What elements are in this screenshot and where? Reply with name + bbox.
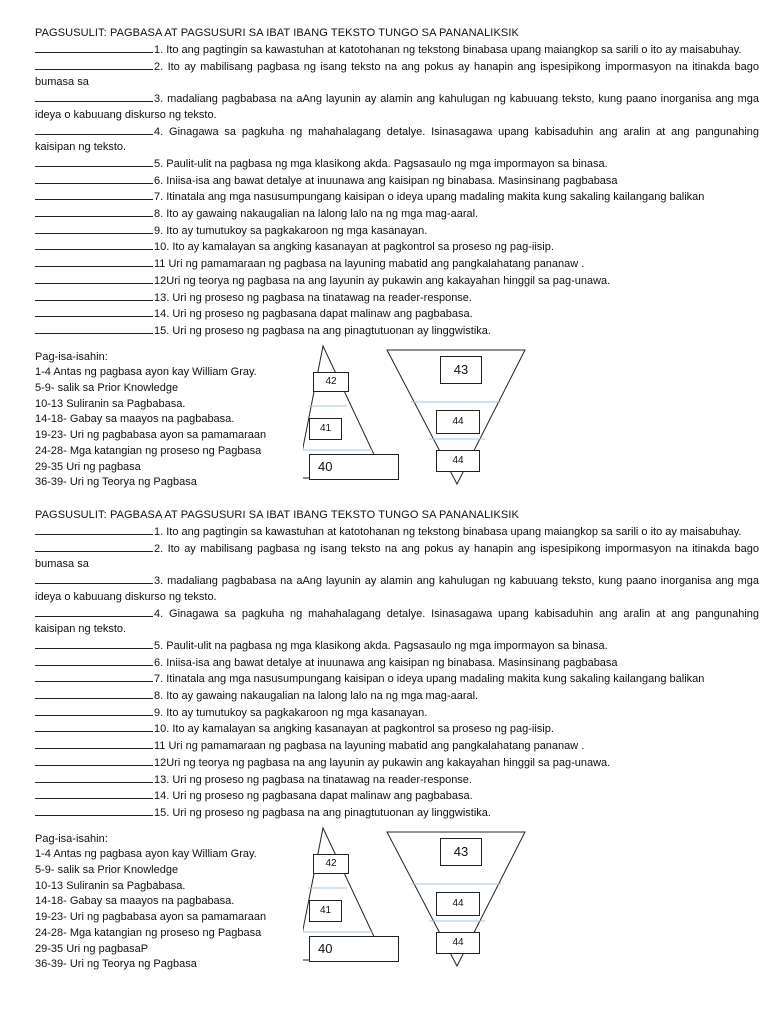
question-item: 3. madaliang pagbabasa na aAng layunin ay alamin ang kahulugan ng kabuuang teksto, kung paano inorganisa ang mga ideya o kabuuang diskurso ng teksto. bbox=[35, 93, 759, 121]
quiz-title: PAGSUSULIT: PAGBASA AT PAGSUSURI SA IBAT IBANG TEKSTO TUNGO SA PANANALIKSIK bbox=[35, 27, 519, 39]
answer-blank[interactable] bbox=[35, 256, 153, 267]
legend-item: 5-9- salik sa Prior Knowledge bbox=[35, 864, 179, 877]
pyramid-label-box[interactable]: 41 bbox=[309, 418, 342, 440]
inverted-label-box[interactable]: 43 bbox=[440, 356, 482, 384]
answer-blank[interactable] bbox=[35, 173, 153, 184]
answer-blank[interactable] bbox=[35, 59, 153, 70]
inverted-label-box[interactable]: 43 bbox=[440, 838, 482, 866]
question-item: 13. Uri ng proseso ng pagbasa na tinatawag na reader-response. bbox=[35, 290, 759, 307]
answer-blank[interactable] bbox=[35, 638, 153, 649]
quiz-section-1 bbox=[35, 26, 759, 508]
question-item: 10. Ito ay kamalayan sa angking kasanayan at pagkontrol sa proseso ng pag-iisip. bbox=[35, 721, 759, 738]
answer-blank[interactable] bbox=[35, 788, 153, 799]
answer-blank[interactable] bbox=[35, 738, 153, 749]
answer-blank[interactable] bbox=[35, 606, 153, 617]
question-item: 11 Uri ng pamamaraan ng pagbasa na layuning mabatid ang pangkalahatang pananaw . bbox=[35, 256, 759, 273]
question-item: 12Uri ng teorya ng pagbasa na ang layunin ay pukawin ang kakayahan hinggil sa pag-unawa. bbox=[35, 755, 759, 772]
inverted-label-box[interactable]: 44 bbox=[436, 410, 480, 434]
legend-item: 14-18- Gabay sa maayos na pagbabasa. bbox=[35, 413, 235, 426]
legend-item: 36-39- Uri ng Teorya ng Pagbasa bbox=[35, 476, 197, 489]
question-item: 3. madaliang pagbabasa na aAng layunin ay alamin ang kahulugan ng kabuuang teksto, kung paano inorganisa ang mga ideya o kabuuang diskurso ng teksto. bbox=[35, 575, 759, 603]
answer-blank[interactable] bbox=[35, 721, 153, 732]
pyramid-figure bbox=[303, 826, 743, 976]
quiz-section-2 bbox=[35, 508, 759, 990]
question-item: 4. Ginagawa sa pagkuha ng mahahalagang detalye. Isinasagawa upang kabisaduhin ang aralin at ang pangunahing kaisipan ng teksto. bbox=[35, 125, 759, 154]
answer-blank[interactable] bbox=[35, 239, 153, 250]
legend-item: 1-4 Antas ng pagbasa ayon kay William Gray. bbox=[35, 848, 257, 861]
inverted-label-box[interactable]: 44 bbox=[436, 892, 480, 916]
answer-blank[interactable] bbox=[35, 42, 153, 53]
question-item: 15. Uri ng proseso ng pagbasa na ang pinagtutuonan ay linggwistika. bbox=[35, 323, 759, 340]
legend-list bbox=[35, 832, 266, 973]
answer-blank[interactable] bbox=[35, 671, 153, 682]
question-item: 5. Paulit-ulit na pagbasa ng mga klasikong akda. Pagsasaulo ng mga impormayon sa binasa. bbox=[35, 156, 759, 173]
answer-blank[interactable] bbox=[35, 223, 153, 234]
question-item: 4. Ginagawa sa pagkuha ng mahahalagang detalye. Isinasagawa upang kabisaduhin ang aralin at ang pangunahing kaisipan ng teksto. bbox=[35, 607, 759, 636]
legend-item: 19-23- Uri ng pagbabasa ayon sa pamamaraan bbox=[35, 911, 267, 924]
question-item: 7. Itinatala ang mga nasusumpungang kaisipan o ideya upang madaling makita kung sakaling kailangang balikan bbox=[35, 671, 759, 688]
question-item: 6. Iniisa-isa ang bawat detalye at inuunawa ang kaisipan ng binabasa. Masinsinang pagbabasa bbox=[35, 173, 759, 190]
answer-blank[interactable] bbox=[35, 573, 153, 584]
answer-blank[interactable] bbox=[35, 541, 153, 552]
question-item: 15. Uri ng proseso ng pagbasa na ang pinagtutuonan ay linggwistika. bbox=[35, 805, 759, 822]
pyramid-label-box[interactable]: 42 bbox=[313, 854, 349, 874]
question-item: 8. Ito ay gawaing nakaugalian na lalong lalo na ng mga mag-aaral. bbox=[35, 206, 759, 223]
answer-blank[interactable] bbox=[35, 189, 153, 200]
legend-item: 29-35 Uri ng pagbasaP bbox=[35, 942, 149, 955]
legend-item: 10-13 Suliranin sa Pagbabasa. bbox=[35, 397, 186, 410]
inverted-label-box[interactable]: 44 bbox=[436, 450, 480, 472]
pyramid-label-box[interactable]: 42 bbox=[313, 372, 349, 392]
question-item: 13. Uri ng proseso ng pagbasa na tinatawag na reader-response. bbox=[35, 772, 759, 789]
answer-blank[interactable] bbox=[35, 156, 153, 167]
legend-header: Pag-isa-isahin: bbox=[35, 832, 108, 845]
question-item: 7. Itinatala ang mga nasusumpungang kaisipan o ideya upang madaling makita kung sakaling kailangang balikan bbox=[35, 189, 759, 206]
legend-item: 1-4 Antas ng pagbasa ayon kay William Gray. bbox=[35, 366, 257, 379]
pyramid-label-box[interactable]: 41 bbox=[309, 900, 342, 922]
legend-area bbox=[35, 350, 759, 508]
legend-header: Pag-isa-isahin: bbox=[35, 350, 108, 363]
question-item: 11 Uri ng pamamaraan ng pagbasa na layuning mabatid ang pangkalahatang pananaw . bbox=[35, 738, 759, 755]
legend-item: 10-13 Suliranin sa Pagbabasa. bbox=[35, 879, 186, 892]
answer-blank[interactable] bbox=[35, 323, 153, 334]
question-item: 9. Ito ay tumutukoy sa pagkakaroon ng mga kasanayan. bbox=[35, 223, 759, 240]
answer-blank[interactable] bbox=[35, 655, 153, 666]
answer-blank[interactable] bbox=[35, 755, 153, 766]
question-list bbox=[35, 42, 759, 340]
legend-area bbox=[35, 832, 759, 990]
answer-blank[interactable] bbox=[35, 524, 153, 535]
question-item: 10. Ito ay kamalayan sa angking kasanayan at pagkontrol sa proseso ng pag-iisip. bbox=[35, 239, 759, 256]
question-item: 6. Iniisa-isa ang bawat detalye at inuunawa ang kaisipan ng binabasa. Masinsinang pagbabasa bbox=[35, 655, 759, 672]
answer-blank[interactable] bbox=[35, 91, 153, 102]
question-list bbox=[35, 524, 759, 822]
question-item: 14. Uri ng proseso ng pagbasana dapat malinaw ang pagbabasa. bbox=[35, 788, 759, 805]
legend-item: 24-28- Mga katangian ng proseso ng Pagbasa bbox=[35, 926, 262, 939]
question-item: 8. Ito ay gawaing nakaugalian na lalong lalo na ng mga mag-aaral. bbox=[35, 688, 759, 705]
legend-item: 29-35 Uri ng pagbasa bbox=[35, 460, 141, 473]
legend-item: 19-23- Uri ng pagbabasa ayon sa pamamaraan bbox=[35, 429, 267, 442]
inverted-label-box[interactable]: 44 bbox=[436, 932, 480, 954]
question-item: 1. Ito ang pagtingin sa kawastuhan at katotohanan ng tekstong binabasa upang maiangkop sa sarili o ito ay maisabuhay. bbox=[35, 42, 759, 59]
answer-blank[interactable] bbox=[35, 273, 153, 284]
question-item: 14. Uri ng proseso ng pagbasana dapat malinaw ang pagbabasa. bbox=[35, 306, 759, 323]
answer-blank[interactable] bbox=[35, 306, 153, 317]
answer-blank[interactable] bbox=[35, 206, 153, 217]
answer-blank[interactable] bbox=[35, 805, 153, 816]
question-item: 12Uri ng teorya ng pagbasa na ang layunin ay pukawin ang kakayahan hinggil sa pag-unawa. bbox=[35, 273, 759, 290]
legend-item: 24-28- Mga katangian ng proseso ng Pagbasa bbox=[35, 444, 262, 457]
question-item: 5. Paulit-ulit na pagbasa ng mga klasikong akda. Pagsasaulo ng mga impormayon sa binasa. bbox=[35, 638, 759, 655]
pyramid-label-box[interactable]: 40 bbox=[309, 454, 399, 480]
quiz-title: PAGSUSULIT: PAGBASA AT PAGSUSURI SA IBAT IBANG TEKSTO TUNGO SA PANANALIKSIK bbox=[35, 509, 519, 521]
question-item: 1. Ito ang pagtingin sa kawastuhan at katotohanan ng tekstong binabasa upang maiangkop sa sarili o ito ay maisabuhay. bbox=[35, 524, 759, 541]
pyramid-label-box[interactable]: 40 bbox=[309, 936, 399, 962]
question-item: 9. Ito ay tumutukoy sa pagkakaroon ng mga kasanayan. bbox=[35, 705, 759, 722]
legend-item: 14-18- Gabay sa maayos na pagbabasa. bbox=[35, 895, 235, 908]
answer-blank[interactable] bbox=[35, 290, 153, 301]
answer-blank[interactable] bbox=[35, 705, 153, 716]
legend-item: 36-39- Uri ng Teorya ng Pagbasa bbox=[35, 958, 197, 971]
pyramid-figure bbox=[303, 344, 743, 494]
question-item: 2. Ito ay mabilisang pagbasa ng isang teksto na ang pokus ay hanapin ang ispesipikong impormasyon na itinakda bago bumasa sa bbox=[35, 542, 759, 571]
legend-item: 5-9- salik sa Prior Knowledge bbox=[35, 382, 179, 395]
legend-list bbox=[35, 350, 266, 491]
question-item: 2. Ito ay mabilisang pagbasa ng isang teksto na ang pokus ay hanapin ang ispesipikong impormasyon na itinakda bago bumasa sa bbox=[35, 60, 759, 89]
answer-blank[interactable] bbox=[35, 124, 153, 135]
answer-blank[interactable] bbox=[35, 772, 153, 783]
answer-blank[interactable] bbox=[35, 688, 153, 699]
